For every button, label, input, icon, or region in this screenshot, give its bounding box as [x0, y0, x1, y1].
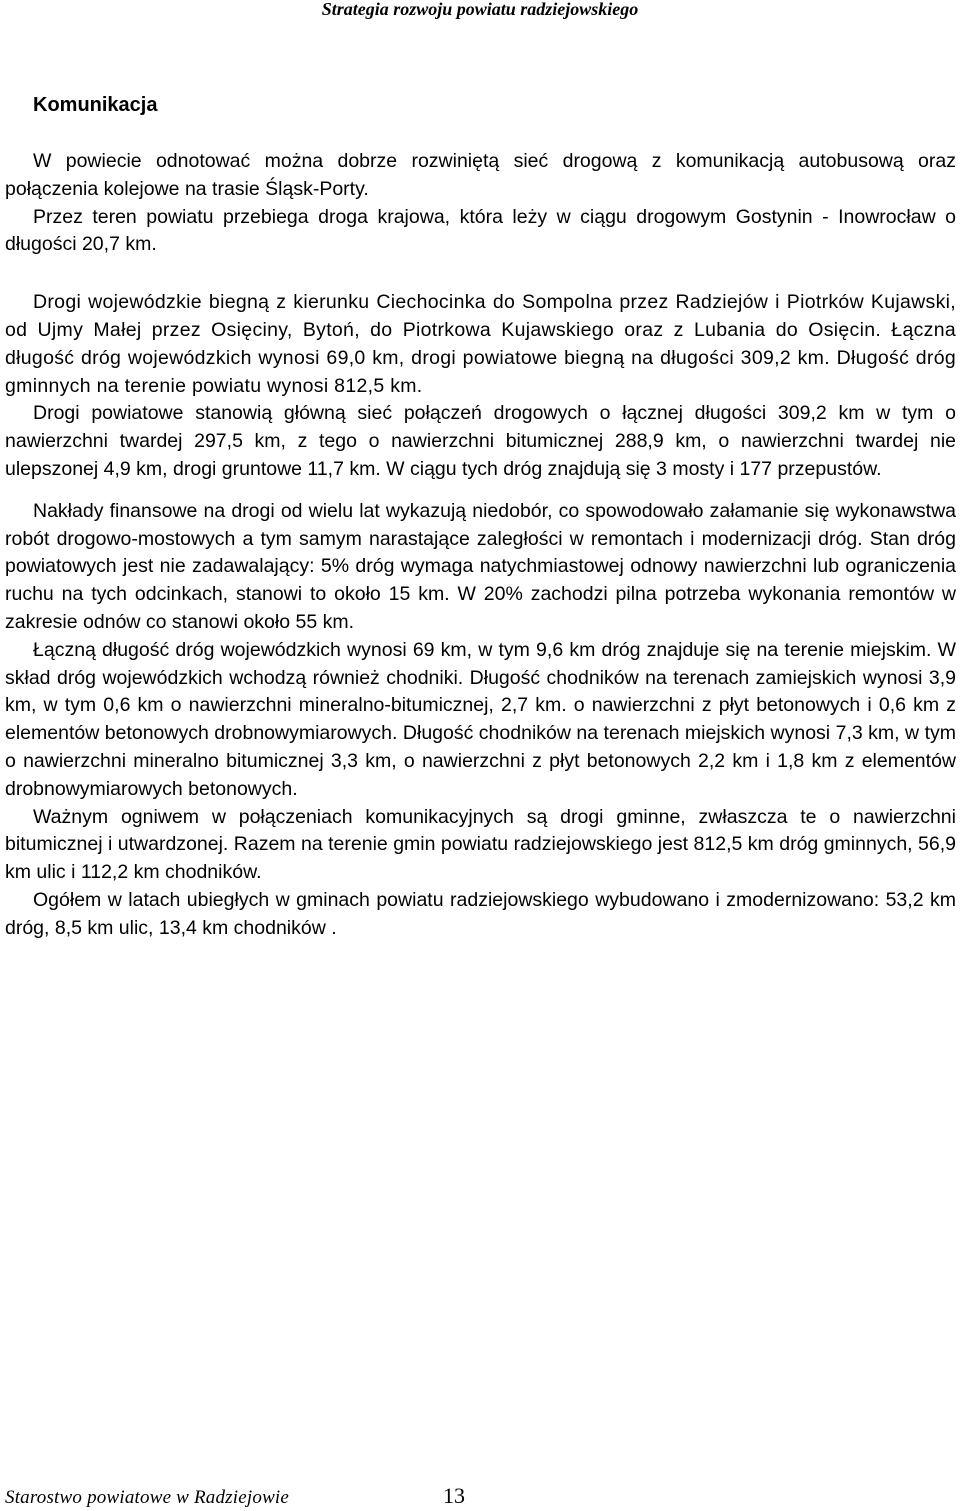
page-content [5, 86, 956, 943]
paragraph-modernization: Ogółem w latach ubiegłych w gminach powiatu radziejowskiego wybudowano i zmodernizowano: 53,2 km dróg, 8,5 km ulic, 13,4 km chodników . [5, 888, 956, 939]
paragraph-sidewalks: Łączną długość dróg wojewódzkich wynosi 69 km, w tym 9,6 km dróg znajduje się na terenie miejskim. W skład dróg wojewódzkich wchodzą również chodniki. Długość chodników na terenach zamiejskich wynosi 3,9 km, w tym 0,6 km o nawierzchni mineralno-bitumicznej, 2,7 km. o nawierzchni z płyt betonowych i 0,6 km z elementów betonowych drobnowymiarowych. Długość chodników na terenach miejskich wynosi 7,3 km, w tym o nawierzchni mineralno bitumicznej 3,3 km, o nawierzchni z płyt betonowych 2,2 km i 1,8 km z elementów drobnowymiarowych betonowych. [5, 638, 956, 800]
intro-block [5, 148, 956, 259]
office-name: Starostwo powiatowe w Radziejowie [5, 1487, 290, 1508]
paragraph-county-roads: Drogi powiatowe stanowią główną sieć połączeń drogowych o łącznej długości 309,2 km w tym o nawierzchni twardej 297,5 km, z tego o nawierzchni bitumicznej 288,9 km, o nawierzchni twardej nie ulepszonej 4,9 km, drogi gruntowe 11,7 km. W ciągu tych dróg znajdują się 3 mosty i 177 przepustów. [5, 402, 956, 480]
page-header [0, 0, 960, 22]
section-heading: Komunikacja [33, 94, 158, 116]
paragraph-national-road: Przez teren powiatu przebiega droga krajowa, która leży w ciągu drogowym Gostynin - Inowrocław o długości 20,7 km. [5, 205, 956, 256]
paragraph-network: W powiecie odnotować można dobrze rozwiniętą sieć drogową z komunikacją autobusową oraz połączenia kolejowe na trasie Śląsk-Porty. [5, 150, 956, 200]
document-title: Strategia rozwoju powiatu radziejowskiego [321, 0, 639, 19]
page-number: 13 [443, 1483, 465, 1508]
page-footer [5, 1481, 956, 1511]
paragraph-municipal-roads: Ważnym ogniwem w połączeniach komunikacyjnych są drogi gminne, zwłaszcza te o nawierzchni bitumicznej i utwardzonej. Razem na terenie gmin powiatu radziejowskiego jest 812,5 km dróg gminnych, 56,9 km ulic i 112,2 km chodników. [5, 805, 956, 884]
paragraph-financing: Nakłady finansowe na drogi od wielu lat wykazują niedobór, co spowodowało załamanie się wykonawstwa robót drogowo-mostowych a tym samym narastające zaległości w remontach i modernizacji dróg. Stan dróg powiatowych jest nie zadawalający: 5% dróg wymaga natychmiastowej odnowy nawierzchni lub ograniczenia ruchu na tych odcinkach, stanowi to około 15 km. W 20% zachodzi pilna potrzeba wykonania remontów w zakresie odnów co stanowi około 55 km. [5, 499, 956, 633]
paragraph-voivodeship-roads: Drogi wojewódzkie biegną z kierunku Ciechocinka do Sompolna przez Radziejów i Piotrków Kujawski, od Ujmy Małej przez Osięciny, Bytoń, do Piotrkowa Kujawskiego oraz z Lubania do Osięcin. Łączna długość dróg wojewódzkich wynosi 69,0 km, drogi powiatowe biegną na długości 309,2 km. Długość dróg gminnych na terenie powiatu wynosi 812,5 km. [5, 291, 956, 397]
